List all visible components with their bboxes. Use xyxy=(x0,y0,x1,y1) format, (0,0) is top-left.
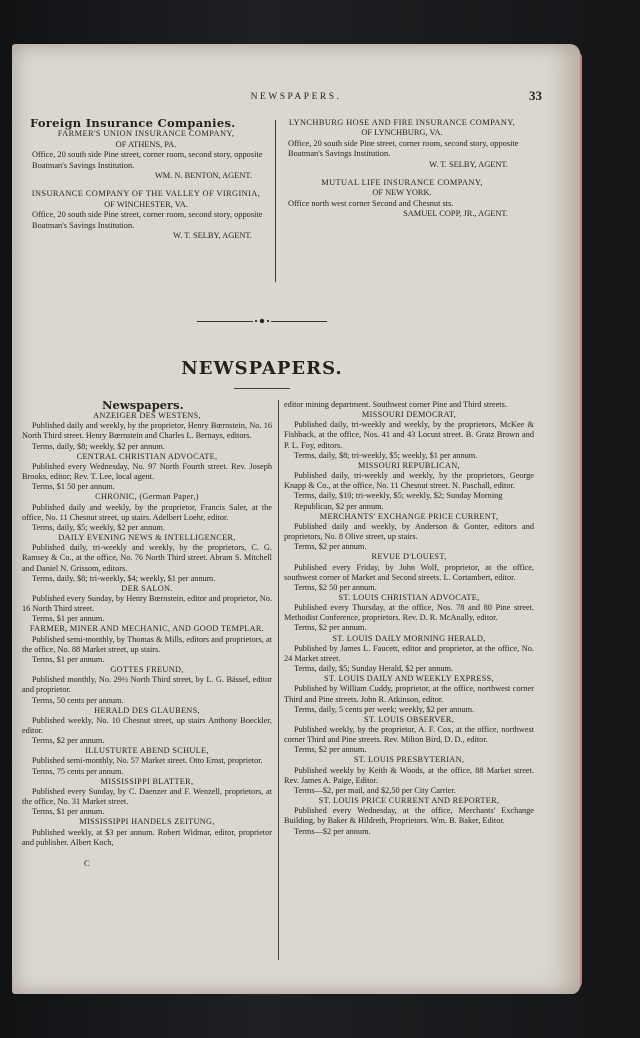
ornament-dot-icon xyxy=(253,316,271,326)
ad-agent-name: W. T. SELBY, AGENT. xyxy=(173,231,252,241)
newspaper-name: ANZEIGER DES WESTENS, xyxy=(93,411,201,421)
ad-company-name: MUTUAL LIFE INSURANCE COMPANY, xyxy=(321,178,483,188)
ads-right-column xyxy=(278,118,526,228)
newspaper-entry xyxy=(284,796,534,837)
newspaper-entry xyxy=(22,665,272,706)
newspaper-name: MISSISSIPPI BLATTER, xyxy=(100,776,194,786)
newspaper-name: ST. LOUIS OBSERVER, xyxy=(363,714,455,724)
newspaper-name: MISSISSIPPI HANDELS ZEITUNG, xyxy=(79,817,215,827)
newspaper-entry xyxy=(22,817,272,847)
newspaper-name: ST. LOUIS PRESBYTERIAN, xyxy=(353,755,465,765)
newspaper-entry xyxy=(284,552,534,593)
newspaper-name: MISSOURI DEMOCRAT, xyxy=(361,410,457,420)
newspaper-name: CHRONIC, (German Paper,) xyxy=(95,492,199,502)
newspaper-description: Published daily, tri-weekly and weekly, by the proprietors, McKee & Fishback, at the office, Nos. 41 and 43 Locust street. B. Gratz Brown and P. L. Foy, editors. xyxy=(284,420,534,450)
insurance-ad xyxy=(278,118,526,170)
ad-office-address: Office, 20 south side Pine street, corner room, second story, opposite Boatman's Savings Institution. xyxy=(288,138,519,159)
newspaper-name: MISSOURI REPUBLICAN, xyxy=(358,460,460,470)
newspaper-description: Published semi-monthly, by Thomas & Mills, editors and proprietors, at the office, No. 88 Market street, up stairs. xyxy=(22,634,272,654)
newspaper-entry xyxy=(284,400,534,410)
ad-agent-name: SAMUEL COPP, JR., AGENT. xyxy=(403,209,508,219)
newspaper-name: HERALD DES GLAUBENS, xyxy=(94,705,200,715)
running-head: NEWSPAPERS. xyxy=(250,92,342,102)
newspaper-name: ST. LOUIS DAILY AND WEEKLY EXPRESS, xyxy=(324,674,494,684)
title-rule xyxy=(234,388,290,389)
newspaper-entry xyxy=(284,461,534,512)
newspaper-description: Published by James L. Faucett, editor and proprietor, at the office, No. 24 Market street. xyxy=(284,643,534,663)
ads-divider xyxy=(275,120,276,282)
newspapers-heading: Newspapers. xyxy=(102,398,184,412)
newspaper-entry xyxy=(22,746,272,776)
newspaper-terms: Terms, daily, 5 cents per week; weekly, $2 per annum. xyxy=(294,704,475,714)
newspaper-entry xyxy=(22,411,272,452)
newspaper-terms: Terms, $2 per annum. xyxy=(32,736,105,746)
book-page xyxy=(12,44,580,994)
newspaper-terms: Terms, $1 per annum. xyxy=(32,807,105,817)
ad-agent-name: WM. N. BENTON, AGENT. xyxy=(154,171,252,181)
newspaper-description: Published daily, tri-weekly and weekly, by the proprietors, C. G. Ramsey & Co., at the office, No. 76 North Third street. Abram S. Mitchell and Daniel N. Grissom, editors. xyxy=(22,543,272,573)
newspaper-terms: Terms, daily, $5; weekly, $2 per annum. xyxy=(32,522,165,532)
newspaper-description: Published every Sunday, by C. Daenzer and F. Wenzell, proprietors, at the office, No. 31 Market street. xyxy=(22,786,272,807)
ad-company-place: OF LYNCHBURG, VA. xyxy=(361,128,443,138)
ad-company-place: OF WINCHESTER, VA. xyxy=(104,199,188,209)
newspaper-terms: Terms, daily, $10; tri-weekly, $5; weekly, $2; Sunday Morning Republican, $2 per annum. xyxy=(294,491,503,511)
newspaper-description: Published monthly, No. 29½ North Third street, by L. G. Bässel, editor and proprietor. xyxy=(22,675,272,695)
newspaper-entry xyxy=(284,634,534,675)
newspaper-terms: Terms, $2 per annum. xyxy=(294,542,367,552)
newspaper-name: FARMER, MINER AND MECHANIC, AND GOOD TEMPLAR. xyxy=(29,624,265,634)
newspaper-description: Published semi-monthly, No. 57 Market street. Otto Ernst, proprietor. xyxy=(32,756,263,766)
newspaper-name: ILLUSTURTE ABEND SCHULE, xyxy=(85,746,209,756)
ads-left-column xyxy=(22,118,270,249)
ad-office-address: Office, 20 south side Pine street, corner room, second story, opposite Boatman's Savings Institution. xyxy=(32,210,263,230)
newspaper-entry xyxy=(22,777,272,818)
newspaper-entry xyxy=(284,593,534,634)
ad-office-address: Office, 20 south side Pine street, corner room, second story, opposite Boatman's Savings Institution. xyxy=(32,150,263,170)
newspaper-description: Published every Wednesday, No. 97 North Fourth street. Rev. Joseph Brooks, editor; Rev. T. Lee, local agent. xyxy=(22,461,272,482)
newspaper-description: editor mining department. Southwest corner Pine and Third streets. xyxy=(284,400,507,409)
newspaper-description: Published every Friday, by John Wolf, proprietor, at the office, southwest corner of Market and Second streets. L. Cortambert, editor. xyxy=(284,562,534,582)
newspaper-description: Published every Wednesday, at the office, Merchants' Exchange Building, by Baker & Hildreth, Proprietors. Wm. B. Baker, Editor. xyxy=(284,806,534,826)
newspaper-name: DER SALON. xyxy=(121,583,173,593)
newspaper-name: DAILY EVENING NEWS & INTELLIGENCER, xyxy=(58,533,236,543)
ad-company-name: INSURANCE COMPANY OF THE VALLEY OF VIRGINIA, xyxy=(31,189,261,199)
newspaper-description: Published weekly, No. 10 Chesnut street, up stairs Anthony Boeckler, editor. xyxy=(22,715,272,735)
newspaper-terms: Terms, 75 cents per annum. xyxy=(32,766,124,776)
newspaper-entry xyxy=(284,410,534,461)
listings-right-column xyxy=(284,400,534,837)
newspaper-terms: Terms, daily, $8; weekly, $2 per annum. xyxy=(32,441,165,451)
newspaper-entry xyxy=(284,512,534,553)
newspaper-terms: Terms, $1 per annum. xyxy=(32,614,105,624)
newspaper-terms: Terms, 50 cents per annum. xyxy=(32,695,124,705)
newspaper-description: Published weekly, at $3 per annum. Robert Widmar, editor, proprietor and publisher. Albert Koch, xyxy=(22,827,272,847)
newspaper-description: Published every Thursday, at the office, Nos. 78 and 80 Pine street. Methodist Conference, proprietors. Rev. D. R. McAnally, editor. xyxy=(284,603,534,623)
newspaper-description: Published daily and weekly, by the proprietor, Henry Bœrnstein, No. 16 North Third street. Henry Bœrnstein and Charles L. Bernays, editors. xyxy=(22,421,272,441)
section-title: NEWSPAPERS. xyxy=(181,358,343,379)
newspaper-entry xyxy=(22,706,272,747)
newspaper-terms: Terms—$2, per mail, and $2,50 per City Carrier. xyxy=(294,785,456,795)
newspaper-terms: Terms, $2 per annum. xyxy=(294,623,367,633)
insurance-ad xyxy=(22,129,270,181)
newspaper-name: CENTRAL CHRISTIAN ADVOCATE, xyxy=(76,451,218,461)
newspaper-entry xyxy=(284,715,534,756)
newspaper-description: Published weekly by Keith & Woods, at the office, 88 Market street. Rev. James A. Paige, Editor. xyxy=(284,765,534,785)
ad-company-place: OF NEW YORK. xyxy=(372,188,432,198)
ornament-divider xyxy=(197,316,327,326)
newspaper-name: ST. LOUIS PRICE CURRENT AND REPORTER, xyxy=(318,796,500,806)
newspaper-terms: Terms, daily, $5; Sunday Herald, $2 per annum. xyxy=(294,664,454,674)
signature-mark: C xyxy=(84,857,90,868)
newspaper-entry xyxy=(22,452,272,493)
newspaper-name: GOTTES FREUND, xyxy=(110,665,184,675)
listings-left-column xyxy=(22,400,272,868)
newspaper-description: Published daily and weekly, by the proprietor, Francis Saler, at the office, No. 11 Chesnut street, up stairs. Adelbert Loehr, editor. xyxy=(22,502,272,522)
newspaper-name: ST. LOUIS CHRISTIAN ADVOCATE, xyxy=(338,592,480,602)
newspaper-listings xyxy=(22,400,532,960)
ad-office-address: Office north west corner Second and Chesnut sts. xyxy=(288,198,454,208)
ads-heading: Foreign Insurance Companies. xyxy=(30,116,236,130)
newspaper-terms: Terms, daily, $8; tri-weekly, $4; weekly, $1 per annum. xyxy=(32,573,216,583)
insurance-ads xyxy=(22,118,522,288)
newspaper-terms: Terms—$2 per annum. xyxy=(294,826,371,836)
newspaper-name: ST. LOUIS DAILY MORNING HERALD, xyxy=(332,633,486,643)
insurance-ad xyxy=(278,178,526,220)
column-divider xyxy=(278,400,279,960)
newspaper-name: MERCHANTS' EXCHANGE PRICE CURRENT, xyxy=(319,511,499,521)
newspaper-terms: Terms, daily, $8; tri-weekly, $5; weekly, $1 per annum. xyxy=(294,450,478,460)
page-number: 33 xyxy=(529,88,542,103)
ad-company-name: FARMER'S UNION INSURANCE COMPANY, xyxy=(57,129,235,139)
newspaper-entry xyxy=(22,492,272,533)
newspaper-terms: Terms, $1 per annum. xyxy=(32,654,105,664)
newspaper-name: REVUE D'LOUEST, xyxy=(371,552,447,562)
insurance-ad xyxy=(22,189,270,241)
newspaper-terms: Terms, $1 50 per annum. xyxy=(32,482,115,492)
newspaper-terms: Terms, $2 50 per annum. xyxy=(294,582,377,592)
newspaper-entry xyxy=(284,674,534,715)
newspaper-terms: Terms, $2 per annum. xyxy=(294,745,367,755)
newspaper-entry xyxy=(284,755,534,796)
ad-agent-name: W. T. SELBY, AGENT. xyxy=(429,159,508,169)
newspaper-description: Published every Sunday, by Henry Bœrnstein, editor and proprietor, No. 16 North Third street. xyxy=(22,593,272,614)
newspaper-description: Published by William Cuddy, proprietor, at the office, northwest corner Third and Pine streets. John R. Atkinson, editor. xyxy=(284,684,534,704)
newspaper-entry xyxy=(22,584,272,625)
newspaper-description: Published daily and weekly, by Anderson & Gonter, editors and proprietors, No. 8 Olive street, up stairs. xyxy=(284,521,534,542)
newspaper-entry xyxy=(22,624,272,665)
newspaper-entry xyxy=(22,533,272,584)
ad-company-name: LYNCHBURG HOSE AND FIRE INSURANCE COMPANY, xyxy=(288,118,516,127)
ad-company-place: OF ATHENS, PA. xyxy=(115,139,177,149)
newspaper-description: Published daily, tri-weekly and weekly, by the proprietors, George Knapp & Co., at the office, No. 11 Chesnut street. N. Paschall, editor. xyxy=(284,471,534,491)
newspaper-description: Published weekly, by the proprietor, A. F. Cox, at the office, northwest corner Third and Pine streets. Rev. Milton Bird, D. D., editor. xyxy=(284,725,534,745)
